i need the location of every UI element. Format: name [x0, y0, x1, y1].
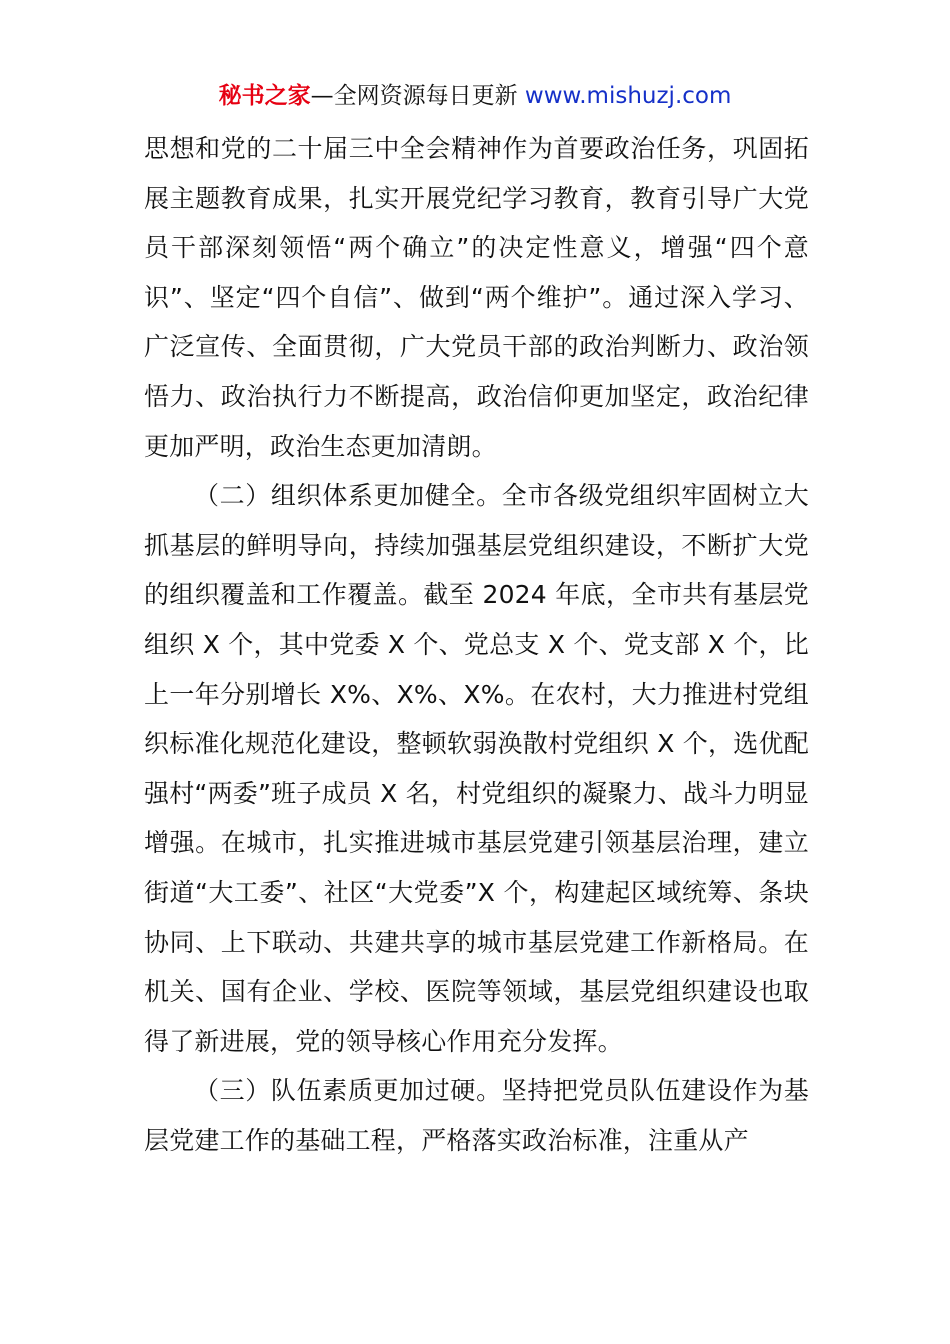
brand-name: 秘书之家: [218, 83, 311, 109]
document-body: [144, 124, 809, 1165]
page-header: [0, 78, 950, 114]
header-tagline: —全网资源每日更新: [310, 83, 518, 109]
website-link[interactable]: www.mishuzj.com: [524, 83, 732, 109]
paragraph-organization-system: （二）组织体系更加健全。全市各级党组织牢固树立大抓基层的鲜明导向，持续加强基层党组织建设，不断扩大党的组织覆盖和工作覆盖。截至 2024 年底，全市共有基层党组织 X 个，其中党委 X 个、党总支 X 个、党支部 X 个，比上一年分别增长 X%、X%、X%。在农村，大力推进村党组织标准化规范化建设，整顿软弱涣散村党组织 X 个，选优配强村“两委”班子成员 X 名，村党组织的凝聚力、战斗力明显增强。在城市，扎实推进城市基层党建引领基层治理，建立街道“大工委”、社区“大党委”X 个，构建起区域统筹、条块协同、上下联动、共建共享的城市基层党建工作新格局。在机关、国有企业、学校、医院等领域，基层党组织建设也取得了新进展，党的领导核心作用充分发挥。: [144, 481, 809, 1056]
paragraph-continued: 思想和党的二十届三中全会精神作为首要政治任务，巩固拓展主题教育成果，扎实开展党纪学习教育，教育引导广大党员干部深刻领悟“两个确立”的决定性意义，增强“四个意识”、坚定“四个自信”、做到“两个维护”。通过深入学习、广泛宣传、全面贯彻，广大党员干部的政治判断力、政治领悟力、政治执行力不断提高，政治信仰更加坚定，政治纪律更加严明，政治生态更加清朗。: [144, 134, 809, 461]
paragraph-team-quality: （三）队伍素质更加过硬。坚持把党员队伍建设作为基层党建工作的基础工程，严格落实政治标准，注重从产: [144, 1076, 809, 1155]
